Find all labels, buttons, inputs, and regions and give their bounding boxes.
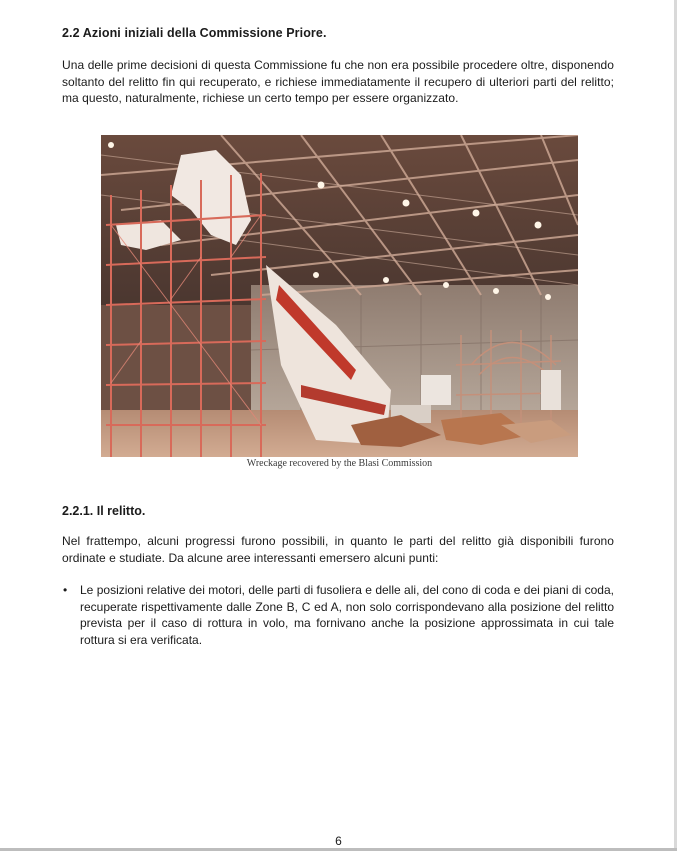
page-number: 6 [335, 834, 342, 848]
subsection-heading: 2.2.1. Il relitto. [62, 504, 146, 518]
bullet-marker: • [63, 583, 68, 597]
list-item-text: Le posizioni relative dei motori, delle parti di fusoliera e delle ali, del cono di coda e dei piani di coda, recuperate rispettivamente dalle Zone B, C ed A, non solo corrispondevano alla posizione del relitto prevista per il caso di rottura in volo, ma fornivano anche la posizione approssimata in cui tale rottura si era verificata. [80, 583, 614, 647]
wreckage-photo [101, 135, 578, 457]
list-item [62, 582, 614, 648]
section-paragraph: Una delle prime decisioni di questa Commissione fu che non era possibile procedere oltre, disponendo soltanto del relitto fin qui recuperato, e richiese immediatamente il recupero di ulteriori parti del relitto; ma questo, naturalmente, richiese un certo tempo per essere organizzato. [62, 58, 614, 105]
wreckage-photo-graphic [101, 135, 578, 457]
section-heading: 2.2 Azioni iniziali della Commissione Priore. [62, 26, 327, 40]
figure-caption: Wreckage recovered by the Blasi Commission [246, 458, 433, 469]
subsection-paragraph: Nel frattempo, alcuni progressi furono possibili, in quanto le parti del relitto già disponibili furono ordinate e studiate. Da alcune aree interessanti emersero alcuni punti: [62, 534, 614, 565]
bullet-list [62, 582, 614, 648]
